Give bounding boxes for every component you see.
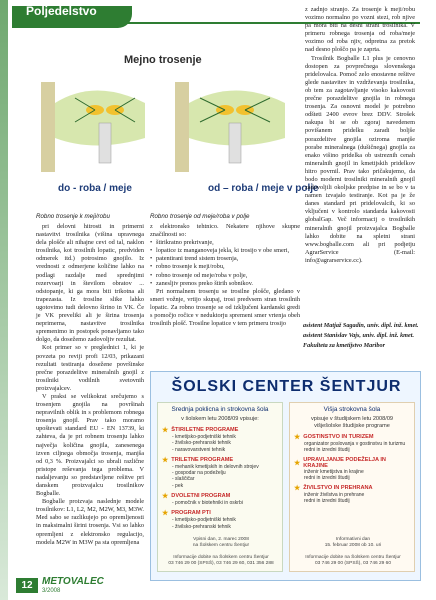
star-icon: ★ bbox=[162, 427, 169, 434]
section-title: Poljedelstvo bbox=[26, 4, 97, 18]
program-name: ŠTIRILETNE PROGRAME bbox=[171, 427, 239, 433]
paragraph: pri delovni hitrosti in primerni nastavitvi trosilnika (višina upravnega dela plošče ali nihajne cevi od tal, naklon trosilnika, kot trosilnih lopatic, predviden odmerek itd.) potrosimo gnojilo. Iz vrednosti z odmerjene količine lahko na podlagi razdalje med sprednjimi rezervoarji in številom obratov ... odstopanje, ki ga mora biti trikotna ali trapezasta. Iz trosilne slike lahko ugotovimo tudi delovno širino in VK. Če je VK preveliki ali je širina trosenja neprimerna, nastavitve trosilnika spremenimo in postopek ponavljamo tako dolgo, da dosežemo zadovoljiv rezultat. bbox=[36, 223, 144, 344]
figure-title: Mejno trosenje bbox=[124, 54, 202, 66]
tractor-path-left bbox=[99, 123, 111, 163]
feature-list bbox=[150, 239, 300, 288]
ad-panel-heading: Višja strokovna šola bbox=[323, 406, 381, 413]
program-desc: - mehanik kmetijskih in delovnih strojev - gospodar na podeželju - slaščičar - pek bbox=[172, 463, 259, 489]
figure-label-right: od – roba / meje v polje bbox=[208, 183, 319, 194]
paragraph: Kot primer so v preglednici 1, ki je povzeta po reviji profi 12/03, prikazani rezultati testiranja dosežene površinske prečne porazdelitve mineralnih gnojil z trosilniki vodilnih svetovnih proizvajalcev. bbox=[36, 344, 144, 392]
program-block bbox=[162, 426, 278, 453]
star-icon: ★ bbox=[294, 434, 301, 441]
ad-panel-heading: Srednja poklicna in strokovna šola bbox=[171, 406, 269, 413]
author-affiliation: Fakulteta za kmetijstvo Maribor bbox=[303, 342, 385, 349]
program-desc: inženir živilstva in prehrane redni in izredni študij bbox=[304, 492, 365, 505]
author-block bbox=[303, 322, 421, 352]
ad-panel-subheading: vpisuje v študijskem letu 2008/09 višješolske študijske programe bbox=[310, 416, 394, 429]
program-desc: - kmetijsko-podjetniški tehnik - živilsko-prehranski tehnik bbox=[172, 517, 236, 530]
list-item: • robno trosenje od meje/roba v polje, bbox=[150, 272, 300, 280]
list-item: • patentirani trend sistem trosenja, bbox=[150, 255, 300, 263]
program-block bbox=[162, 509, 278, 530]
page-number: 12 bbox=[16, 578, 38, 593]
spreading-illustration bbox=[35, 58, 295, 186]
field-edge-right bbox=[175, 82, 189, 172]
program-name: PROGRAM PTI bbox=[171, 510, 211, 517]
magazine-brand: METOVALEC bbox=[42, 576, 104, 587]
list-item: • zanesljiv prenos preko štirih sobnikov. bbox=[150, 280, 300, 288]
paragraph: Pri normalnem trosenju se trosilne plošče, gledano v smeri vožnje, vrtijo skupaj, trosi predvsem stran trosilnih lopatic. Za robno trosenje se od izključeni kardanski gredi s pomočjo ročice v neduktorju spremeni smer vrtenja obeh trosilnih plošč. Trosilne lopatice v tem primeru trosijo bbox=[150, 287, 300, 328]
ad-panel-subheading: v šolskem letu 2008/09 vpisuje: bbox=[181, 416, 259, 422]
paragraph: z zadnjo stranjo. Za trosenje k meji/robu vozimo normalno po vozni stezi, rob njive pa mora biti na desni strani trosilnika. V primeru robnega trosenja od roba/meje vozimo od roba njiv, odpretna za pretok nad desno ploščo pa je zaprta. bbox=[305, 6, 415, 54]
program-name: ŽIVILSTVO IN PREHRANA bbox=[303, 485, 373, 492]
text-column-2 bbox=[150, 223, 300, 328]
caption-left: Robno trosenje k meji/robu bbox=[36, 213, 110, 220]
star-icon: ★ bbox=[162, 510, 169, 518]
magazine-issue: 3/2008 bbox=[42, 588, 61, 594]
tractor-path-right bbox=[229, 123, 241, 163]
program-desc: - pomočnik v biotehniki in oskrbi bbox=[172, 500, 243, 507]
list-item: • štirikratno prekrivanje, bbox=[150, 239, 300, 247]
program-block bbox=[162, 456, 278, 489]
ad-title: ŠOLSKI CENTER ŠENTJUR bbox=[171, 378, 402, 395]
author-2: asistent Stanislav Vajs, univ. dipl. inž. kmet. bbox=[303, 332, 414, 339]
ad-college-panel bbox=[289, 402, 415, 572]
star-icon: ★ bbox=[294, 459, 301, 467]
ad-secondary-school-panel bbox=[157, 402, 283, 572]
list-item: • lopatice iz manganoveja jekla, ki trosijo v obe smeri, bbox=[150, 247, 300, 255]
field-edge-left bbox=[41, 82, 55, 172]
program-desc: inženir kmetijstva in krajine redni in izredni študij bbox=[304, 468, 364, 481]
author-1: asistent Matjaž Sagadin, univ. dipl. inž. kmet. bbox=[303, 322, 419, 329]
school-advertisement bbox=[150, 371, 421, 581]
program-name: TRILETNE PROGRAME bbox=[171, 456, 234, 463]
program-desc: organizator poslovanja v gostinstvu in turizmu redni in izredni študij bbox=[304, 441, 406, 454]
page-edge-strip bbox=[0, 0, 8, 600]
figure-label-left: do - roba / meje bbox=[58, 183, 132, 194]
paragraph: V praksi se velikokrat srečujemo s trosenjem gnojila na površinah nepravilnih oblik in s problemom robnega trosenja gnojil. Prav tako moramo upoštevati standard EU - EN 13739, ki zahteva, da je pri robnem trosenju lahko največja količina gnojila, zanesenega izven ciljnega območja trosenja, manjša od 0,3 %. Proizvajalci so ubrali različne pristope reševanja tega problema. V nadaljevanju so predstavljene rešitve pri danskem proizvajalcu trosilnikov Bogballe. bbox=[36, 392, 144, 498]
program-name: UPRAVLJANJE PODEŽELJA IN KRAJINE bbox=[303, 456, 386, 469]
paragraph: z elektronsko tehtnico. Nekatere njihove skupne značilnosti so: bbox=[150, 223, 300, 239]
program-name: GOSTINSTVO IN TURIZEM bbox=[303, 434, 374, 440]
text-column-1 bbox=[36, 223, 144, 547]
caption-right: Robno trosenje od meje/roba v polje bbox=[150, 213, 250, 220]
star-icon: ★ bbox=[162, 456, 169, 464]
text-column-3 bbox=[305, 6, 415, 265]
list-item: • robno trosenje k meji/robu, bbox=[150, 263, 300, 271]
program-desc: - kmetijsko-podjetniški tehnik - živilsko-prehranski tehnik - naravovarstveni tehnik bbox=[172, 434, 236, 453]
ad-contact: Informacije dobite na Šolskem centru Šentjur 03 746 29 00 (SPSŠ), 03 746 29 60 bbox=[305, 555, 401, 566]
program-block bbox=[294, 433, 410, 454]
star-icon: ★ bbox=[162, 493, 169, 501]
paragraph: Trosilnik Bogballe L1 plus je cenovno dostopen za povprečnega slovenskega pridelovalca. Pomoč zelo enostavne rešitve glede nastavitev in vzdrževanja trosilnika, ob tem za zagotavljanje visoko kakovosti prečne porazdelitve gnojila in robnega trosenja. Za osnovni model je potrebno odšteti 2400 evrov brez DDV. Strošek nakupa bi se ob zgoraj navedenem povišanem pridelku zaradi boljše porazdelitve gnojila oziroma manjše porabe mineralnega (dušičnega) gnojila za enako višino pridelka ob ustreznih cenah mineralnih gnojil in kmetijskih pridelkov hitro povrnil. Prav tako pričakujemo, da bodo moderni trosilniki mineralnih gnojil zadovoljili okoljske predpise in se bo v ta namen izvajalo testiranje. Kot pa je že danes standard pri pridelovalcih, ki so vključeni v kontrolo standarda kakovosti globalGap. Več informacij o trosilnikih mineralnih gnojil proizvajalca Bogballe lahko dobite na spletni strani www.bogballe.com ali pri podjetju AgrarService (E-mail: info@agrarservice.cc). bbox=[305, 54, 415, 264]
program-block bbox=[294, 457, 410, 482]
program-block bbox=[294, 484, 410, 505]
star-icon: ★ bbox=[294, 485, 301, 493]
program-block bbox=[162, 492, 278, 506]
ad-info-day: Informativni dan 15. februar 2008 ob 10. uri bbox=[324, 537, 382, 548]
ad-contact: Informacije dobite na Šolskem centru Šentjur 03 746 29 00 (SPSŠ), 03 746 29 60, 031 356 288 bbox=[168, 555, 274, 566]
program-name: DVOLETNI PROGRAM bbox=[171, 493, 231, 500]
paragraph: Bogballe proizvaja naslednje modele trosilnikov: L1, L2, M2, M2W, M3, M3W. Med sabo se razlikujejo po opremljenosti in maksimalni širini trosenja. Vsi so lahko opremljeni z elektronsko regulacijo, modela M2W in M3W pa sta opremljena bbox=[36, 498, 144, 546]
ad-info-day: Vpisni dan, 2. marec 2008 na Šolskem centru Šentjur bbox=[192, 537, 250, 548]
